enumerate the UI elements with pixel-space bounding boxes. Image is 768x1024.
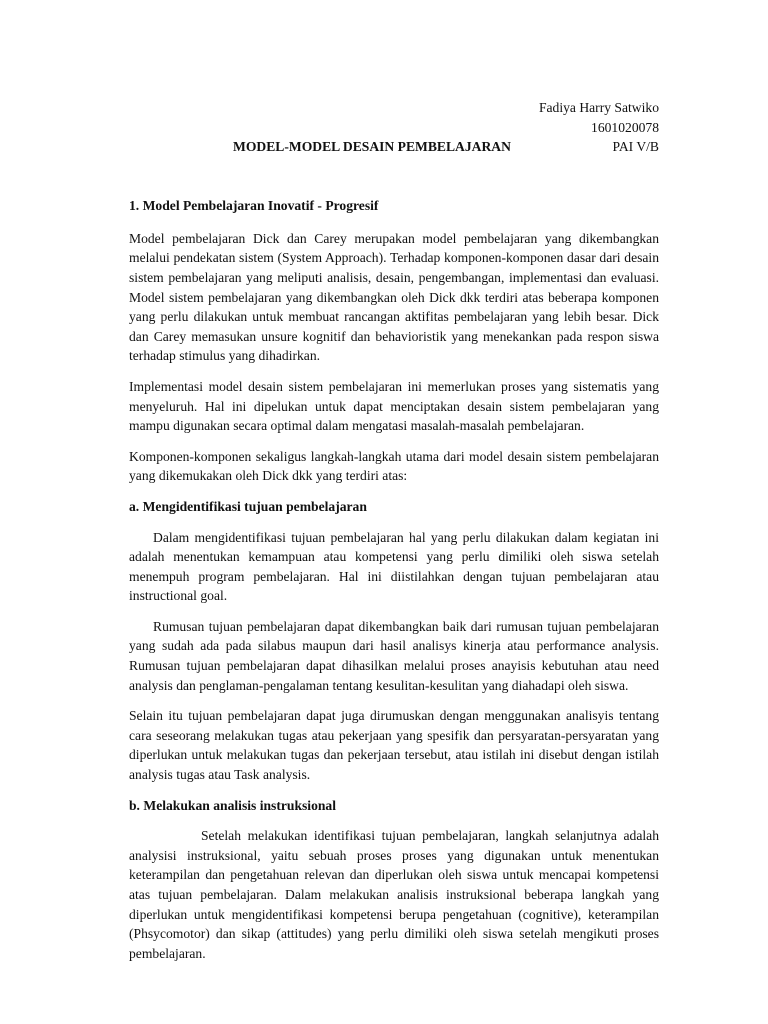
- subsection-b-heading: b. Melakukan analisis instruksional: [129, 797, 336, 813]
- section-1-paragraph-2: Implementasi model desain sistem pembelajaran ini memerlukan proses yang sistematis yang menyeluruh. Hal ini dipelukan untuk dapat menciptakan desain sistem pembelajaran yang mampu digunakan secara optimal dalam mengatasi masalah-masalah pembelajaran.: [129, 378, 659, 434]
- section-1-paragraph-3: Komponen-komponen sekaligus langkah-langkah utama dari model desain sistem pembelajaran yang dikemukakan oleh Dick dkk yang terdiri atas:: [129, 448, 659, 484]
- subsection-a-paragraph-2: Rumusan tujuan pembelajaran dapat dikembangkan baik dari rumusan tujuan pembelajaran yang sudah ada pada silabus maupun dari hasil analisys kinerja atau performance analysis. Rumusan tujuan pembelajaran dapat dihasilkan melalui proses anayisis kebutuhan atau need analysis dan penglaman-pengalaman tentang kesulitan-kesulitan yang diahadapi oleh siswa.: [129, 618, 659, 693]
- subsection-a-paragraph-1: Dalam mengidentifikasi tujuan pembelajaran hal yang perlu dilakukan dalam kegiatan ini adalah menentukan kemampuan atau kompetensi yang perlu dimiliki oleh siswa setelah menempuh program pembelajaran. Hal ini diistilahkan dengan tujuan pembelajaran atau instructional goal.: [129, 529, 659, 604]
- class-label: PAI V/B: [612, 139, 659, 155]
- section-1-paragraph-1: Model pembelajaran Dick dan Carey merupakan model pembelajaran yang dikembangkan melalui pendekatan sistem (System Approach). Terhadap komponen-komponen dasar dari desain sistem pembelajaran yang meliputi analisis, desain, pengembangan, implementasi dan evaluasi. Model sistem pembelajaran yang dikembangkan oleh Dick dkk terdiri atas beberapa komponen yang perlu dilakukan untuk membuat rancangan aktifitas pembelajaran yang lebih besar. Dick dan Carey memasukan unsure kognitif dan behavioristik yang menekankan pada respon siswa terhadap stimulus yang dihadirkan.: [129, 230, 659, 364]
- subsection-a-heading: a. Mengidentifikasi tujuan pembelajaran: [129, 498, 367, 514]
- student-id: 1601020078: [591, 119, 659, 135]
- subsection-b-paragraph-1: Setelah melakukan identifikasi tujuan pembelajaran, langkah selanjutnya adalah analysisi instruksional, yaitu sebuah proses proses yang digunakan untuk menentukan keterampilan dan pengetahuan relevan dan diperlukan oleh siswa untuk mencapai kompetensi atas tujuan pembelajaran. Dalam melakukan analisis instruksional beberapa langkah yang diperlukan untuk mengidentifikasi kompetensi berupa pengetahuan (cognitive), keterampilan (Phsycomotor) dan sikap (attitudes) yang perlu dimiliki oleh siswa setelah mengikuti proses pembelajaran.: [129, 828, 659, 961]
- section-1-heading: 1. Model Pembelajaran Inovatif - Progresif: [129, 198, 379, 214]
- document-header: [129, 98, 659, 157]
- document-title: MODEL-MODEL DESAIN PEMBELAJARAN: [233, 139, 511, 155]
- author-name: Fadiya Harry Satwiko: [538, 100, 659, 115]
- document-page: [129, 98, 659, 963]
- title-row: [129, 137, 659, 157]
- subsection-a-paragraph-3: Selain itu tujuan pembelajaran dapat juga dirumuskan dengan menggunakan analisyis tentang cara seseorang melakukan tugas atau pekerjaan yang spesifik dan persyaratan-persyaratan yang diperlukan untuk melakukan tugas dan pekerjaan tersebut, atau istilah ini disebut dengan istilah analysis tugas atau Task analysis.: [129, 708, 659, 783]
